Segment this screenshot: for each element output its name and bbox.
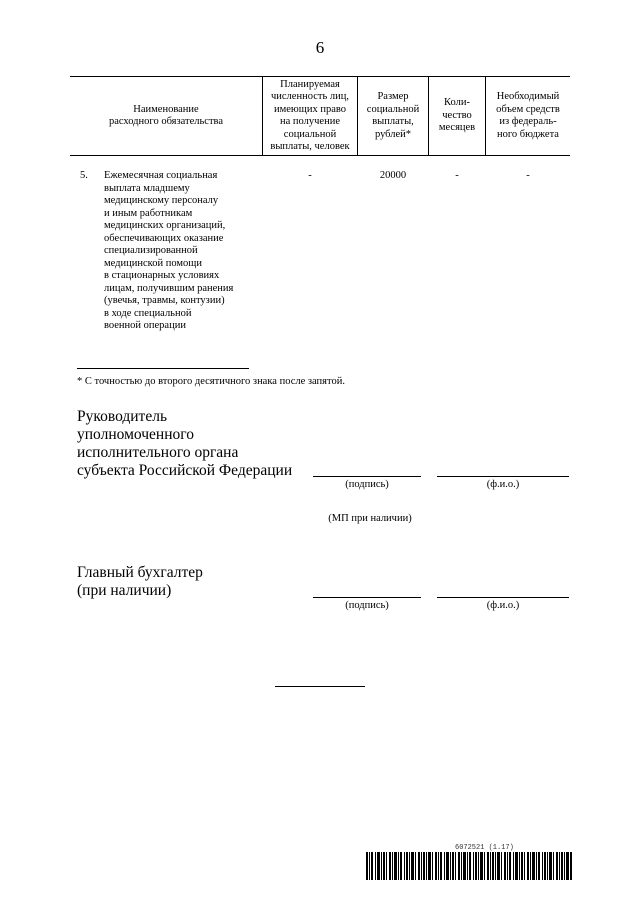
header-planned-count-text: Планируемая численность лиц, имеющих право на получение социальной выплаты, человек [270,78,350,152]
accountant-title: Главный бухгалтер (при наличии) [77,564,203,599]
header-federal-budget-text: Необходимый объем средств из федераль- ного бюджета [496,91,560,140]
head-signature-caption: (подпись) [345,479,389,490]
row-number: 5. [80,170,88,181]
head-signature-line [313,476,421,477]
head-name-caption: (ф.и.о.) [486,479,520,490]
end-separator [275,686,365,687]
row-months: - [455,170,459,181]
page-number: 6 [315,38,325,57]
head-name-line [437,476,569,477]
row-expense-name: Ежемесячная социальная выплата младшему медицинскому персоналу и иным работникам медицинских организаций, обеспечивающих оказание специализированной медицинской помощи в стационарных условиях лицам, получившим ранения (увечья, травмы, контузии) в ходе специальной военной операции [104,170,234,331]
accountant-name-caption: (ф.и.о.) [486,600,520,611]
accountant-signature-caption: (подпись) [345,600,389,611]
header-expense-name [72,78,260,154]
header-planned-count [263,78,357,154]
footnote-separator [77,368,249,369]
head-title: Руководитель уполномоченного исполнительного органа субъекта Российской Федерации [77,408,293,479]
row-federal-budget: - [526,170,530,181]
header-expense-name-text: Наименование расходного обязательства [108,103,224,127]
table-header-border [70,155,570,156]
stamp-caption: (МП при наличии) [328,513,412,524]
header-months [429,78,485,154]
header-payment-size [358,78,428,154]
header-months-text: Коли- чество месяцев [438,97,476,134]
accountant-signature-line [313,597,421,598]
header-federal-budget [486,78,570,154]
accountant-name-line [437,597,569,598]
row-planned-count: - [308,170,312,181]
header-payment-size-text: Размер социальной выплаты, рублей* [366,91,420,140]
table-top-border [70,76,570,77]
footnote-text: * С точностью до второго десятичного знака после запятой. [77,376,345,387]
barcode-id: 6072521 (1.17) [455,844,514,852]
row-payment-size: 20000 [379,170,407,181]
barcode-icon [366,852,572,880]
